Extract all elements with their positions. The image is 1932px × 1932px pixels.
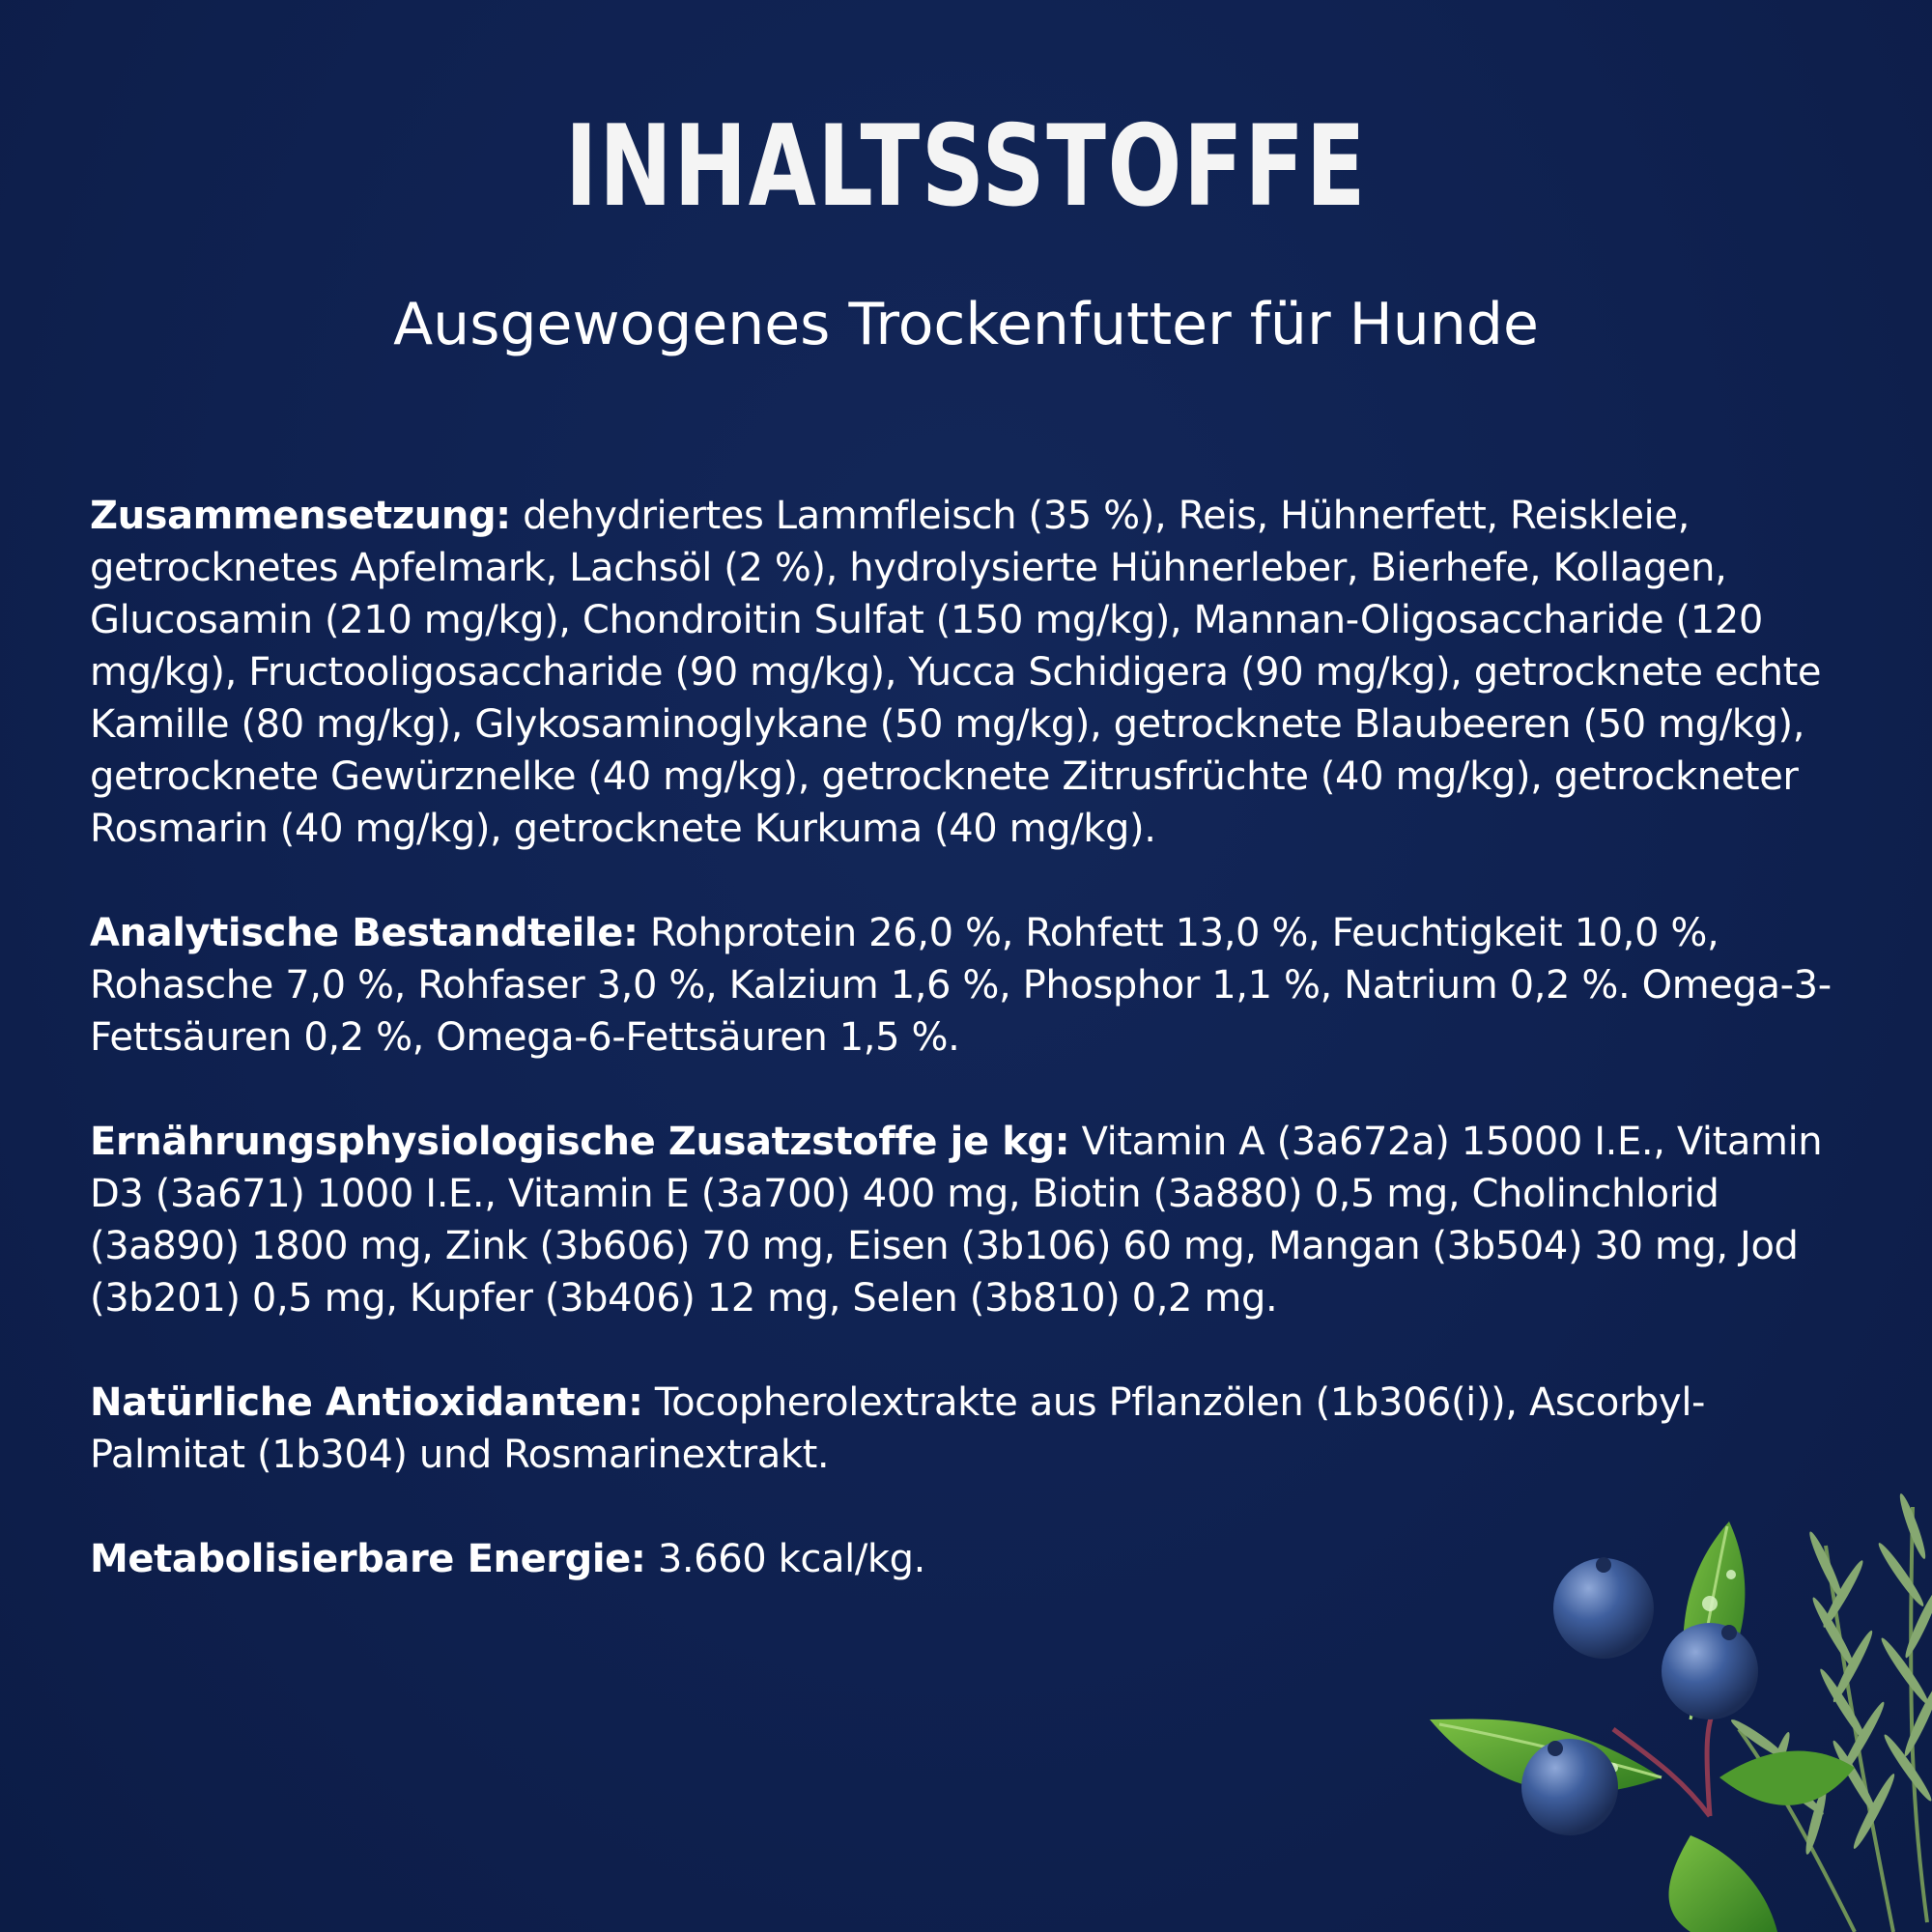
section-composition (90, 490, 1838, 855)
section-text: Vitamin A (3a672a) 15000 I.E., Vitamin D3 (3a671) 1000 I.E., Vitamin E (3a700) 400 mg, Biotin (3a880) 0,5 mg, Cholinchlorid (3a890) 1800 mg, Zink (3b606) 70 mg, Eisen (3b106) 60 mg, Mangan (3b504) 30 mg, Jod (3b201) 0,5 mg, Kupfer (3b406) 12 mg, Selen (3b810) 0,2 mg. (90, 1120, 1823, 1321)
section-label: Zusammensetzung: (90, 494, 511, 538)
section-label: Natürliche Antioxidanten: (90, 1380, 643, 1425)
section-label: Metabolisierbare Energie: (90, 1537, 646, 1581)
blueberry-rosemary-illustration (1372, 1430, 1932, 1932)
section-text: dehydriertes Lammfleisch (35 %), Reis, Hühnerfett, Reiskleie, getrocknetes Apfelmark, Lachsöl (2 %), hydrolysierte Hühnerleber, Bierhefe, Kollagen, Glucosamin (210 mg/kg), Chondroitin Sulfat (150 mg/kg), Mannan-Oligosaccharide (120 mg/kg), Fructooligosaccharide (90 mg/kg), Yucca Schidigera (90 mg/kg), getrocknete echte Kamille (80 mg/kg), Glykosaminoglykane (50 mg/kg), getrocknete Blaubeeren (50 mg/kg), getrocknete Gewürznelke (40 mg/kg), getrocknete Zitrusfrüchte (40 mg/kg), getrockneter Rosmarin (40 mg/kg), getrocknete Kurkuma (40 mg/kg). (90, 494, 1822, 851)
section-analytical-constituents (90, 907, 1838, 1064)
section-text: Rohprotein 26,0 %, Rohfett 13,0 %, Feuchtigkeit 10,0 %, Rohasche 7,0 %, Rohfaser 3,0 %, Kalzium 1,6 %, Phosphor 1,1 %, Natrium 0,2 %. Omega-3-Fettsäuren 0,2 %, Omega-6-Fettsäuren 1,5 %. (90, 911, 1832, 1060)
section-text: Tocopherolextrakte aus Pflanzölen (1b306(i)), Ascorbyl-Palmitat (1b304) und Rosmarinextrakt. (90, 1380, 1706, 1477)
section-label: Ernährungsphysiologische Zusatzstoffe je kg: (90, 1120, 1070, 1164)
page-subtitle: Ausgewogenes Trockenfutter für Hunde (393, 291, 1539, 358)
section-label: Analytische Bestandteile: (90, 911, 639, 955)
page-title: INHALTSSTOFFE (564, 101, 1368, 232)
section-text: 3.660 kcal/kg. (645, 1537, 925, 1581)
rosemary-needles-icon (1728, 1492, 1932, 1856)
section-nutritional-additives (90, 1116, 1838, 1324)
